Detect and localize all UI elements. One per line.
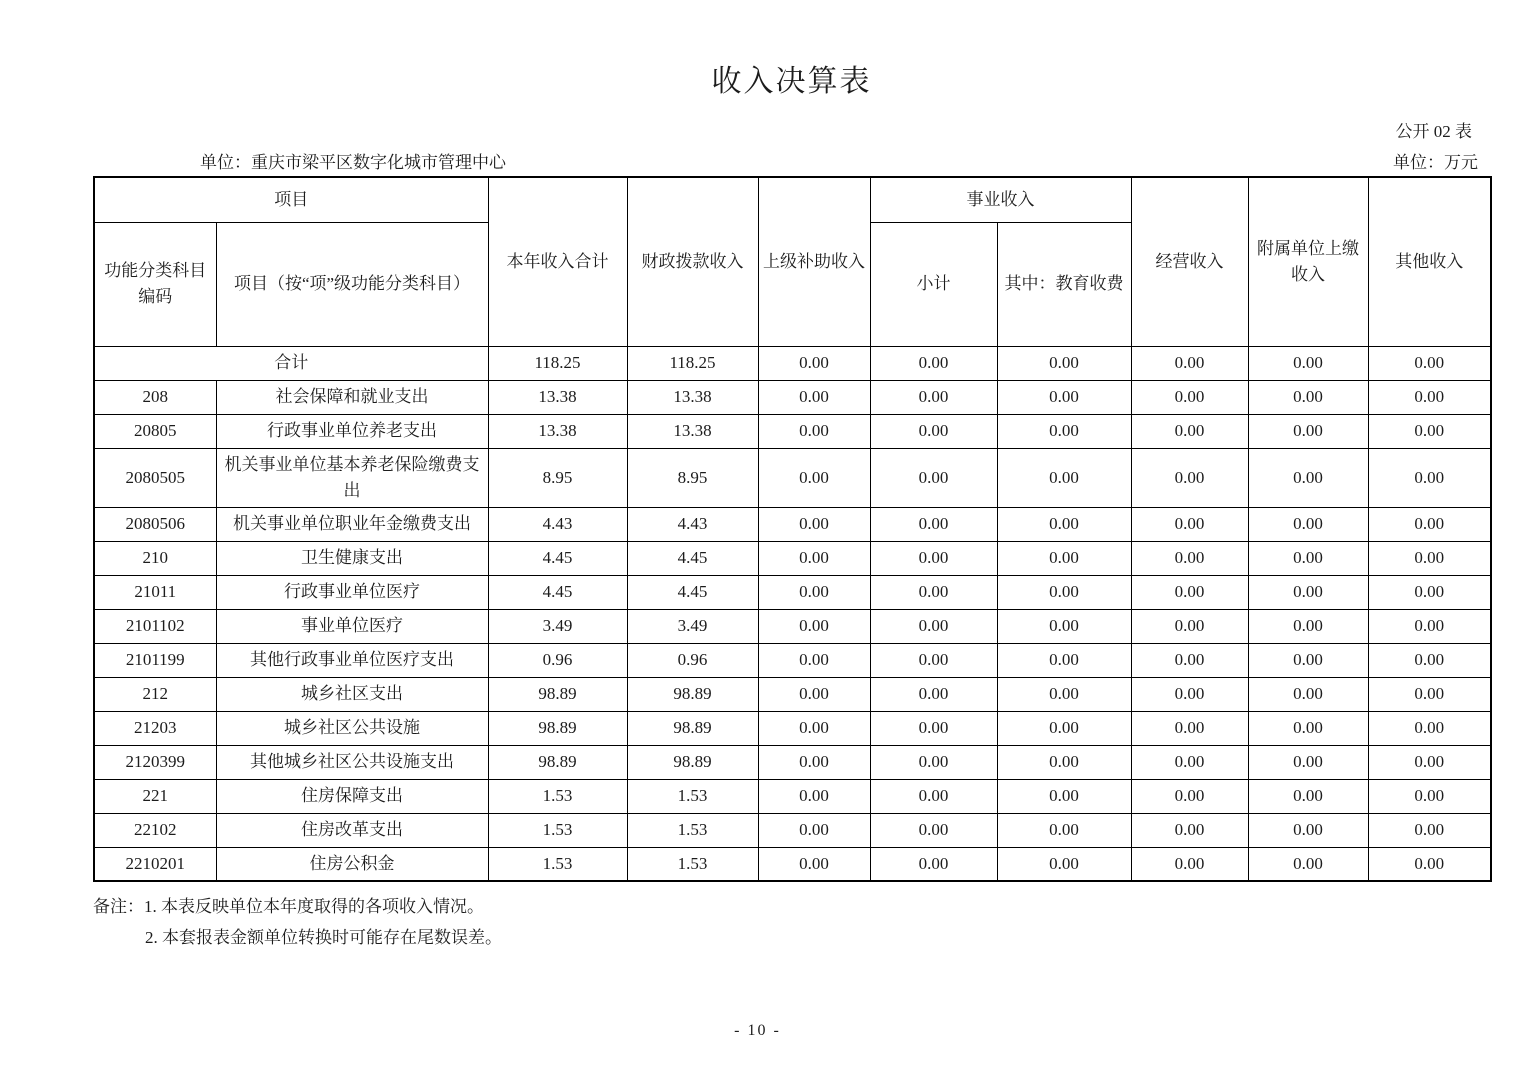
row-value-cell: 0.00 [1131, 813, 1248, 847]
table-row [94, 380, 1491, 414]
row-value-cell: 13.38 [627, 414, 758, 448]
row-value-cell: 1.53 [627, 779, 758, 813]
col-header-total-income: 本年收入合计 [488, 177, 627, 346]
col-header-fiscal-allocation: 财政拨款收入 [627, 177, 758, 346]
row-value-cell: 1.53 [488, 813, 627, 847]
row-value-cell: 0.00 [1248, 380, 1368, 414]
row-value-cell: 118.25 [488, 346, 627, 380]
row-name-cell: 机关事业单位基本养老保险缴费支出 [216, 448, 488, 507]
col-header-operating-income: 经营收入 [1131, 177, 1248, 346]
row-code-cell: 21203 [94, 711, 216, 745]
row-name-cell: 其他行政事业单位医疗支出 [216, 643, 488, 677]
row-value-cell: 4.43 [488, 507, 627, 541]
row-code-cell: 208 [94, 380, 216, 414]
row-value-cell: 1.53 [627, 847, 758, 881]
note-line-1: 备注：1. 本表反映单位本年度取得的各项收入情况。 [93, 897, 484, 916]
row-value-cell: 0.00 [1131, 711, 1248, 745]
row-value-cell: 0.00 [1368, 541, 1491, 575]
row-value-cell: 0.00 [1368, 813, 1491, 847]
row-name-cell: 住房公积金 [216, 847, 488, 881]
unit-currency-label: 单位：万元 [1393, 153, 1478, 172]
row-value-cell: 0.96 [488, 643, 627, 677]
row-value-cell: 0.00 [1248, 609, 1368, 643]
row-value-cell: 0.00 [1131, 346, 1248, 380]
row-value-cell: 0.00 [758, 813, 870, 847]
document-page [93, 0, 1490, 953]
row-value-cell: 0.00 [758, 575, 870, 609]
row-value-cell: 0.00 [1368, 609, 1491, 643]
row-value-cell: 13.38 [488, 414, 627, 448]
row-value-cell: 0.00 [1131, 847, 1248, 881]
table-row [94, 779, 1491, 813]
row-value-cell: 118.25 [627, 346, 758, 380]
row-value-cell: 0.00 [997, 346, 1131, 380]
notes-block [93, 891, 1490, 953]
row-value-cell: 0.00 [997, 711, 1131, 745]
row-value-cell: 0.00 [870, 346, 997, 380]
page-title: 收入决算表 [711, 65, 872, 98]
row-value-cell: 4.43 [627, 507, 758, 541]
row-name-cell: 社会保障和就业支出 [216, 380, 488, 414]
note-line-2: 2. 本套报表金额单位转换时可能存在尾数误差。 [145, 928, 502, 947]
row-value-cell: 0.00 [1248, 779, 1368, 813]
row-value-cell: 4.45 [488, 541, 627, 575]
row-value-cell: 0.00 [997, 609, 1131, 643]
row-name-cell: 住房保障支出 [216, 779, 488, 813]
row-value-cell: 0.00 [1131, 414, 1248, 448]
row-value-cell: 0.00 [1248, 541, 1368, 575]
row-value-cell: 0.00 [870, 609, 997, 643]
row-value-cell: 0.00 [758, 779, 870, 813]
row-value-cell: 98.89 [488, 745, 627, 779]
row-value-cell: 0.00 [997, 380, 1131, 414]
row-value-cell: 0.00 [997, 575, 1131, 609]
row-value-cell: 4.45 [627, 541, 758, 575]
row-value-cell: 0.00 [758, 711, 870, 745]
row-value-cell: 0.96 [627, 643, 758, 677]
row-value-cell: 0.00 [870, 745, 997, 779]
col-header-project-group: 项目 [94, 177, 488, 222]
row-value-cell: 0.00 [758, 609, 870, 643]
row-value-cell: 0.00 [870, 541, 997, 575]
row-value-cell: 0.00 [1131, 643, 1248, 677]
row-value-cell: 0.00 [997, 847, 1131, 881]
row-value-cell: 0.00 [1131, 609, 1248, 643]
row-name-cell: 城乡社区公共设施 [216, 711, 488, 745]
row-value-cell: 0.00 [870, 711, 997, 745]
table-row [94, 507, 1491, 541]
row-value-cell: 0.00 [1131, 575, 1248, 609]
table-row [94, 575, 1491, 609]
table-row [94, 847, 1491, 881]
col-header-other-income: 其他收入 [1368, 177, 1491, 346]
row-value-cell: 0.00 [1248, 745, 1368, 779]
row-value-cell: 0.00 [997, 677, 1131, 711]
row-value-cell: 0.00 [758, 541, 870, 575]
row-value-cell: 0.00 [870, 677, 997, 711]
row-code-cell: 2101199 [94, 643, 216, 677]
row-value-cell: 0.00 [758, 677, 870, 711]
col-header-superior-subsidy: 上级补助收入 [758, 177, 870, 346]
row-value-cell: 13.38 [627, 380, 758, 414]
row-value-cell: 0.00 [1248, 507, 1368, 541]
row-value-cell: 0.00 [1368, 643, 1491, 677]
row-value-cell: 0.00 [1368, 448, 1491, 507]
row-value-cell: 0.00 [870, 847, 997, 881]
row-value-cell: 0.00 [1368, 677, 1491, 711]
col-header-subtotal: 小计 [870, 222, 997, 346]
row-code-cell: 2210201 [94, 847, 216, 881]
row-value-cell: 0.00 [1368, 414, 1491, 448]
row-value-cell: 0.00 [1368, 847, 1491, 881]
table-row [94, 677, 1491, 711]
row-value-cell: 0.00 [1368, 711, 1491, 745]
table-row [94, 711, 1491, 745]
row-name-cell: 卫生健康支出 [216, 541, 488, 575]
row-code-cell: 22102 [94, 813, 216, 847]
row-code-cell: 20805 [94, 414, 216, 448]
row-value-cell: 98.89 [488, 711, 627, 745]
income-table-body [94, 346, 1491, 881]
table-row [94, 448, 1491, 507]
table-row [94, 414, 1491, 448]
col-header-project-item: 项目（按“项”级功能分类科目） [216, 222, 488, 346]
row-value-cell: 0.00 [870, 779, 997, 813]
row-value-cell: 0.00 [1131, 380, 1248, 414]
row-value-cell: 0.00 [1131, 745, 1248, 779]
row-value-cell: 0.00 [1248, 346, 1368, 380]
row-value-cell: 0.00 [1368, 380, 1491, 414]
col-header-function-code: 功能分类科目编码 [94, 222, 216, 346]
col-header-business-income-group: 事业收入 [870, 177, 1131, 222]
row-value-cell: 0.00 [758, 847, 870, 881]
row-code-cell: 21011 [94, 575, 216, 609]
row-value-cell: 0.00 [1131, 677, 1248, 711]
row-value-cell: 0.00 [1248, 643, 1368, 677]
row-value-cell: 0.00 [997, 779, 1131, 813]
row-value-cell: 4.45 [488, 575, 627, 609]
col-header-education-fee: 其中：教育收费 [997, 222, 1131, 346]
row-code-cell: 2080506 [94, 507, 216, 541]
row-name-cell: 合计 [94, 346, 488, 380]
row-value-cell: 0.00 [870, 643, 997, 677]
row-value-cell: 0.00 [1131, 779, 1248, 813]
row-value-cell: 0.00 [1368, 745, 1491, 779]
row-value-cell: 98.89 [627, 711, 758, 745]
row-code-cell: 210 [94, 541, 216, 575]
row-value-cell: 13.38 [488, 380, 627, 414]
row-value-cell: 98.89 [627, 745, 758, 779]
row-value-cell: 4.45 [627, 575, 758, 609]
row-code-cell: 2101102 [94, 609, 216, 643]
row-value-cell: 0.00 [1368, 779, 1491, 813]
row-name-cell: 城乡社区支出 [216, 677, 488, 711]
row-value-cell: 3.49 [488, 609, 627, 643]
row-value-cell: 0.00 [1248, 448, 1368, 507]
row-value-cell: 0.00 [870, 380, 997, 414]
row-name-cell: 行政事业单位医疗 [216, 575, 488, 609]
row-value-cell: 0.00 [1248, 813, 1368, 847]
row-value-cell: 0.00 [997, 414, 1131, 448]
row-value-cell: 0.00 [1248, 414, 1368, 448]
row-code-cell: 212 [94, 677, 216, 711]
unit-name-label: 单位：重庆市梁平区数字化城市管理中心 [200, 153, 506, 172]
table-row [94, 745, 1491, 779]
row-value-cell: 0.00 [758, 380, 870, 414]
row-value-cell: 0.00 [1368, 507, 1491, 541]
unit-info-row [93, 148, 1490, 173]
income-table-header [94, 177, 1491, 346]
row-name-cell: 住房改革支出 [216, 813, 488, 847]
row-value-cell: 0.00 [1368, 346, 1491, 380]
row-value-cell: 0.00 [1248, 575, 1368, 609]
col-header-affiliated-remit: 附属单位上缴收入 [1248, 177, 1368, 346]
row-value-cell: 0.00 [1368, 575, 1491, 609]
row-value-cell: 0.00 [1131, 448, 1248, 507]
row-code-cell: 2120399 [94, 745, 216, 779]
row-value-cell: 0.00 [870, 813, 997, 847]
form-code-label: 公开 02 表 [1395, 122, 1472, 141]
row-value-cell: 8.95 [488, 448, 627, 507]
row-value-cell: 0.00 [870, 414, 997, 448]
row-value-cell: 0.00 [1131, 541, 1248, 575]
row-value-cell: 0.00 [870, 575, 997, 609]
table-row [94, 643, 1491, 677]
row-value-cell: 0.00 [758, 643, 870, 677]
row-value-cell: 0.00 [1248, 711, 1368, 745]
row-value-cell: 0.00 [758, 414, 870, 448]
row-value-cell: 0.00 [758, 745, 870, 779]
table-row [94, 541, 1491, 575]
row-value-cell: 0.00 [1131, 507, 1248, 541]
row-value-cell: 8.95 [627, 448, 758, 507]
row-value-cell: 0.00 [870, 448, 997, 507]
row-value-cell: 1.53 [627, 813, 758, 847]
row-value-cell: 0.00 [758, 346, 870, 380]
page-number: - 10 - [734, 1022, 781, 1039]
row-value-cell: 0.00 [758, 448, 870, 507]
row-value-cell: 0.00 [1248, 677, 1368, 711]
header-row-group [94, 177, 1491, 222]
table-row [94, 346, 1491, 380]
row-value-cell: 0.00 [997, 541, 1131, 575]
table-row [94, 813, 1491, 847]
row-value-cell: 98.89 [627, 677, 758, 711]
row-value-cell: 0.00 [997, 745, 1131, 779]
row-value-cell: 0.00 [997, 813, 1131, 847]
row-value-cell: 0.00 [758, 507, 870, 541]
row-value-cell: 0.00 [997, 507, 1131, 541]
row-name-cell: 行政事业单位养老支出 [216, 414, 488, 448]
row-value-cell: 1.53 [488, 779, 627, 813]
row-value-cell: 0.00 [870, 507, 997, 541]
table-row [94, 609, 1491, 643]
income-table [93, 176, 1492, 882]
row-code-cell: 2080505 [94, 448, 216, 507]
row-value-cell: 3.49 [627, 609, 758, 643]
row-name-cell: 其他城乡社区公共设施支出 [216, 745, 488, 779]
row-name-cell: 机关事业单位职业年金缴费支出 [216, 507, 488, 541]
row-name-cell: 事业单位医疗 [216, 609, 488, 643]
row-value-cell: 0.00 [997, 643, 1131, 677]
row-value-cell: 0.00 [997, 448, 1131, 507]
row-code-cell: 221 [94, 779, 216, 813]
row-value-cell: 0.00 [1248, 847, 1368, 881]
row-value-cell: 98.89 [488, 677, 627, 711]
row-value-cell: 1.53 [488, 847, 627, 881]
